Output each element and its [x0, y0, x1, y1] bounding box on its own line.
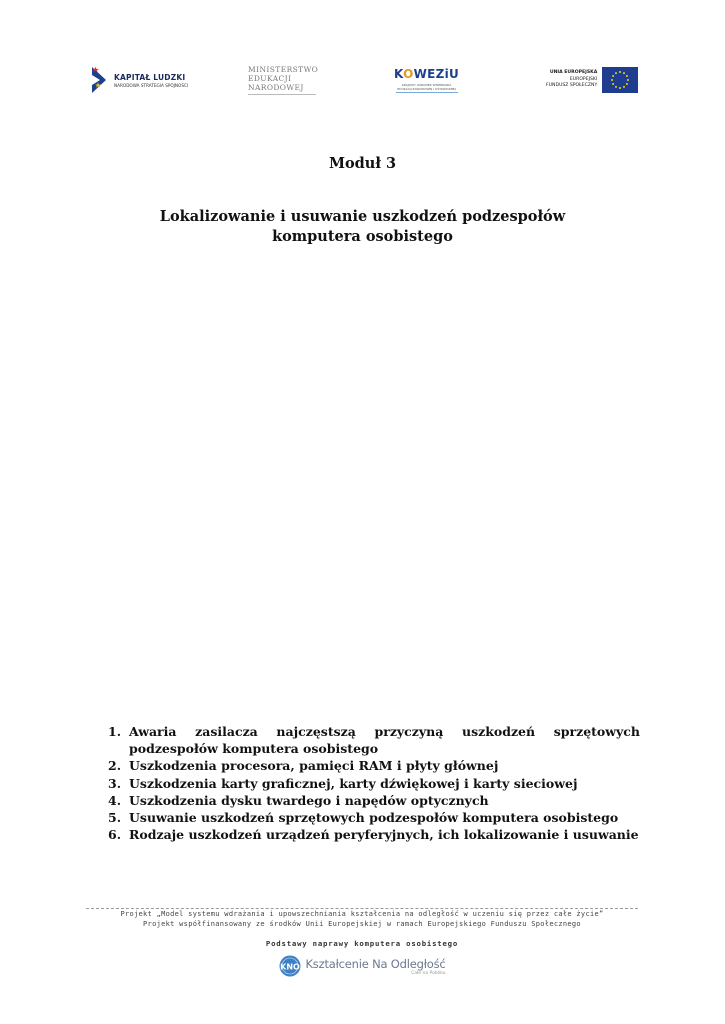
eu-line-1: UNIA EUROPEJSKA: [549, 70, 598, 76]
kapital-ludzki-subtitle: NARODOWA STRATEGIA SPÓJNOŚCI: [114, 82, 189, 88]
toc-item-number: 6.: [108, 827, 122, 843]
toc-item-text: Uszkodzenia karty graficznej, karty dźwiękowej i karty sieciowej: [129, 775, 578, 791]
eu-line-2: EUROPEJSKI: [569, 76, 598, 82]
koweziu-title: [394, 67, 459, 81]
svg-text:KNO: KNO: [280, 962, 301, 972]
document-title-line-2: komputera osobistego: [272, 228, 453, 245]
koweziu-title-o: O: [403, 67, 414, 81]
toc-item-number: 4.: [108, 792, 122, 808]
toc-item-number: 1.: [108, 724, 122, 739]
toc-item: [108, 757, 640, 774]
knd-globe-icon: [279, 955, 301, 977]
kapital-ludzki-logo: [90, 58, 188, 102]
koweziu-rule: [396, 92, 458, 93]
toc-item: [108, 775, 640, 792]
koweziu-logo: [394, 58, 459, 102]
toc-item: [108, 826, 640, 843]
footer-project-line-1: Projekt „Model systemu wdrażania i upowszechniania kształcenia na odległość w uczeniu się przez całe życie”: [120, 910, 604, 918]
knd-subtitle: Całe na Pobliku: [411, 970, 446, 976]
ministry-line-1: MINISTERSTWO: [248, 65, 319, 74]
koweziu-title-rest: WEZiU: [413, 67, 460, 81]
kapital-ludzki-title: KAPITAŁ LUDZKI: [114, 72, 186, 82]
toc-item-text: Usuwanie uszkodzeń sprzętowych podzespołów komputera osobistego: [129, 810, 619, 826]
toc-item-text: Uszkodzenia dysku twardego i napędów optycznych: [129, 792, 489, 808]
eu-line-3: FUNDUSZ SPOŁECZNY: [546, 83, 598, 89]
toc-item-text: Awaria zasilacza najczęstszą przyczyną uszkodzeń sprzętowych podzespołów komputera osobistego: [129, 724, 640, 757]
ministry-logo: [248, 58, 318, 102]
toc-item-text: Uszkodzenia procesora, pamięci RAM i płyty głównej: [129, 758, 499, 774]
knd-logo: [0, 955, 725, 977]
toc-item-text: Rodzaje uszkodzeń urządzeń peryferyjnych, ich lokalizowanie i usuwanie: [129, 827, 639, 843]
eu-flag-icon: [602, 67, 638, 93]
footer-project-line-2: Projekt współfinansowany ze środków Unii Europejskiej w ramach Europejskiego Funduszu Społecznego: [143, 920, 581, 928]
toc-item: [108, 809, 640, 826]
document-title-line-1: Lokalizowanie i usuwanie uszkodzeń podzespołów: [159, 208, 566, 225]
footer: [86, 908, 638, 948]
koweziu-subtitle: KRAJOWY OŚRODEK WSPIERANIA EDUKACJI ZAWODOWEJ I USTAWICZNEJ: [397, 83, 456, 91]
module-heading: Moduł 3: [328, 155, 397, 172]
kapital-ludzki-emblem-icon: [90, 65, 108, 95]
koweziu-title-k: K: [394, 67, 404, 81]
ministry-line-3: NARODOWEJ: [248, 83, 304, 92]
ministry-rule: [248, 94, 316, 95]
ministry-line-2: EDUKACJI: [248, 74, 292, 83]
knd-title: Kształcenie Na Odległość: [305, 956, 446, 971]
toc-item-number: 2.: [108, 758, 122, 774]
toc-item-number: 3.: [108, 775, 122, 791]
table-of-contents: [108, 723, 640, 843]
toc-item-number: 5.: [108, 810, 122, 826]
toc-item: [108, 723, 640, 757]
header-logos: [0, 58, 725, 102]
eu-logo: [546, 58, 638, 102]
footer-course-name: Podstawy naprawy komputera osobistego: [265, 939, 459, 948]
toc-item: [108, 792, 640, 809]
document-title: [0, 207, 725, 247]
